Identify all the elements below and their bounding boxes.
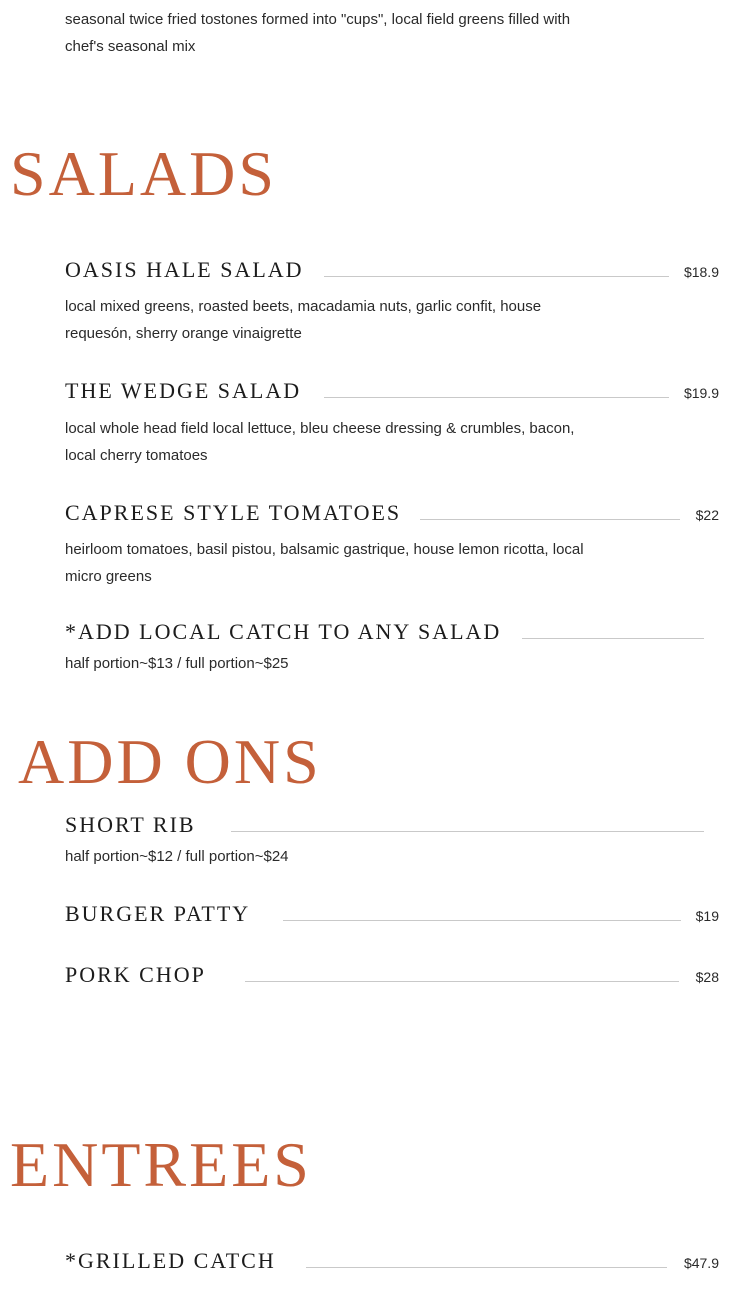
menu-item-name: CAPRESE STYLE TOMATOES (65, 500, 402, 525)
section-title-entrees: ENTREES (10, 1129, 312, 1200)
menu-item-description: seasonal twice fried tostones formed into "cups", local field greens filled with chef's seasonal mix (65, 11, 571, 55)
section-title-add-ons: ADD ONS (18, 726, 322, 797)
section-title-salads: SALADS (10, 138, 277, 209)
menu-item-price: $47.9 (683, 1255, 719, 1271)
dotted-leader-rule (306, 1267, 667, 1268)
menu-item-price: $19 (695, 908, 719, 924)
menu-item-description: heirloom tomatoes, basil pistou, balsamic gastrique, house lemon ricotta, local micro greens (65, 541, 584, 585)
dotted-leader-rule (231, 831, 704, 832)
dotted-leader-rule (324, 397, 669, 398)
menu-item-name: OASIS HALE SALAD (65, 257, 304, 282)
dotted-leader-rule (283, 920, 681, 921)
menu-item-name: PORK CHOP (65, 962, 206, 987)
menu-item-name: THE WEDGE SALAD (65, 378, 302, 403)
menu-item-price: $18.9 (683, 264, 719, 280)
dotted-leader-rule (420, 519, 680, 520)
menu-item-description: local mixed greens, roasted beets, macadamia nuts, garlic confit, house requesón, sherry orange vinaigrette (65, 298, 542, 342)
menu-item-price: $28 (695, 969, 719, 985)
menu-item-description: half portion~$12 / full portion~$24 (65, 848, 289, 865)
menu-item-price: $22 (695, 507, 719, 523)
menu-item-description: half portion~$13 / full portion~$25 (65, 655, 289, 672)
menu-item-name: BURGER PATTY (65, 901, 251, 926)
menu-item-name: *GRILLED CATCH (65, 1248, 276, 1273)
dotted-leader-rule (324, 276, 669, 277)
menu-item-name: SHORT RIB (65, 812, 196, 837)
menu-item-name: *ADD LOCAL CATCH TO ANY SALAD (65, 619, 502, 644)
dotted-leader-rule (245, 981, 679, 982)
dotted-leader-rule (522, 638, 704, 639)
menu-item-description: local whole head field local lettuce, bleu cheese dressing & crumbles, bacon, local cherry tomatoes (65, 420, 575, 464)
menu-item-price: $19.9 (683, 385, 719, 401)
